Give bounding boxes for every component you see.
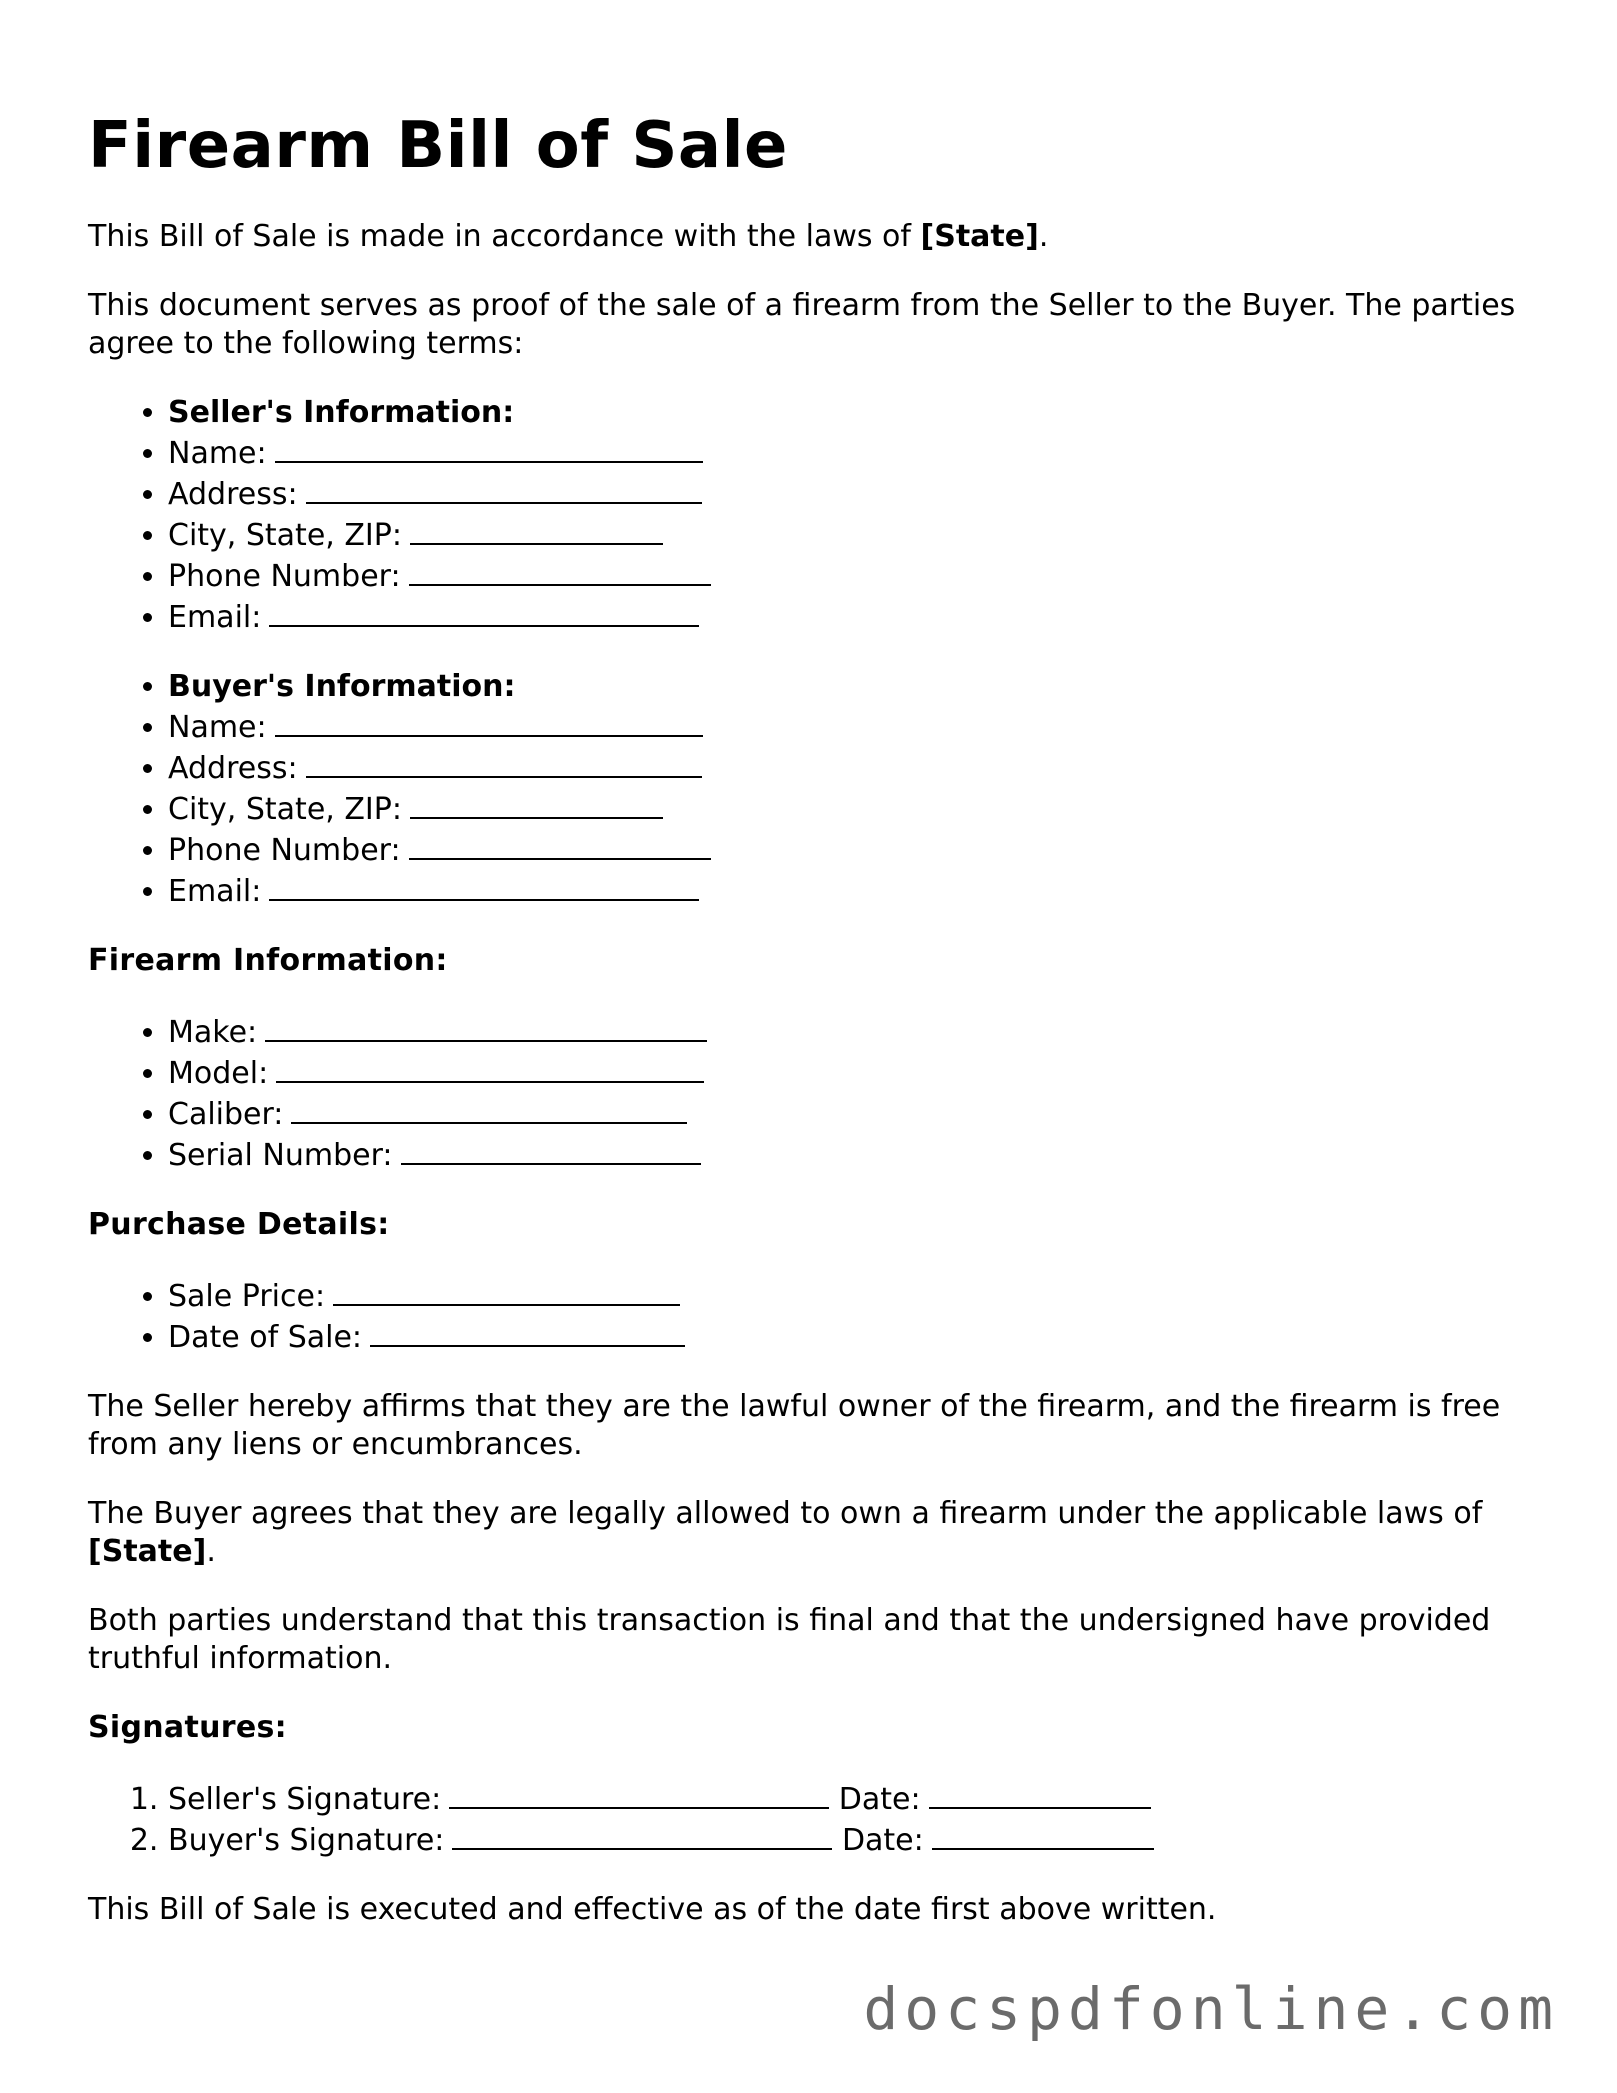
firearm-model-blank[interactable]	[276, 1052, 704, 1083]
seller-phone-item	[168, 555, 1528, 596]
seller-date-blank[interactable]	[929, 1778, 1151, 1809]
intro-text: This Bill of Sale is made in accordance with the laws of	[88, 219, 921, 254]
buyer-info-list	[88, 668, 1528, 911]
closing-paragraph: This Bill of Sale is executed and effective as of the date first above written.	[88, 1892, 1217, 1927]
field-label: Phone Number:	[168, 833, 401, 868]
buyer-name-item	[168, 706, 1528, 747]
seller-phone-blank[interactable]	[409, 555, 711, 586]
signature-label: Buyer's Signature:	[168, 1823, 445, 1858]
date-of-sale-item	[168, 1316, 1528, 1357]
signature-label: Seller's Signature:	[168, 1782, 442, 1817]
signatures-list	[88, 1778, 1528, 1860]
buyer-name-blank[interactable]	[275, 706, 703, 737]
firearm-info-list	[88, 1011, 1528, 1175]
field-label: Model:	[168, 1056, 269, 1091]
field-label: Sale Price:	[168, 1279, 326, 1314]
seller-signature-item	[168, 1778, 1528, 1819]
seller-address-blank[interactable]	[306, 473, 702, 504]
firearm-make-blank[interactable]	[265, 1011, 707, 1042]
buyer-address-item	[168, 747, 1528, 788]
seller-info-heading: • Seller's Information:	[168, 394, 1528, 432]
buyer-phone-item	[168, 829, 1528, 870]
buyer-signature-item	[168, 1819, 1528, 1860]
seller-address-item	[168, 473, 1528, 514]
purchase-details-list	[88, 1275, 1528, 1357]
firearm-caliber-item	[168, 1093, 1528, 1134]
state-placeholder: [State]	[920, 219, 1039, 254]
sale-price-item	[168, 1275, 1528, 1316]
buyer-city-state-zip-blank[interactable]	[410, 788, 663, 819]
buyer-phone-blank[interactable]	[409, 829, 711, 860]
intro-suffix: .	[1038, 219, 1049, 254]
field-label: City, State, ZIP:	[168, 792, 402, 827]
field-label: Address:	[168, 477, 298, 512]
firearm-caliber-blank[interactable]	[291, 1093, 687, 1124]
buyer-signature-blank[interactable]	[452, 1819, 832, 1850]
document-page	[88, 110, 1528, 1960]
seller-name-item	[168, 432, 1528, 473]
buyer-agreement-paragraph	[88, 1495, 1528, 1571]
watermark: docspdfonline.com	[863, 1975, 1559, 2043]
seller-email-item	[168, 596, 1528, 637]
final-statement-paragraph: Both parties understand that this transaction is final and that the undersigned have provided truthful information.	[88, 1603, 1491, 1676]
field-label: Phone Number:	[168, 559, 401, 594]
field-label: City, State, ZIP:	[168, 518, 402, 553]
buyer-city-state-zip-item	[168, 788, 1528, 829]
field-label: Name:	[168, 436, 267, 471]
seller-name-blank[interactable]	[275, 432, 703, 463]
field-label: Make:	[168, 1015, 258, 1050]
date-of-sale-blank[interactable]	[370, 1316, 685, 1347]
field-label: Email:	[168, 600, 262, 635]
firearm-info-heading: Firearm Information:	[88, 943, 448, 978]
firearm-make-item	[168, 1011, 1528, 1052]
buyer-date-blank[interactable]	[932, 1819, 1154, 1850]
field-label: Address:	[168, 751, 298, 786]
field-label: Date of Sale:	[168, 1320, 363, 1355]
intro-paragraph	[88, 218, 1528, 256]
field-label: Name:	[168, 710, 267, 745]
sale-price-blank[interactable]	[333, 1275, 680, 1306]
purpose-paragraph: This document serves as proof of the sale of a firearm from the Seller to the Buyer. The parties agree to the following terms:	[88, 288, 1516, 361]
seller-city-state-zip-item	[168, 514, 1528, 555]
state-placeholder: [State]	[88, 1534, 207, 1569]
seller-signature-blank[interactable]	[449, 1778, 829, 1809]
buyer-agreement-suffix: .	[206, 1534, 216, 1569]
firearm-model-item	[168, 1052, 1528, 1093]
buyer-info-heading: • Buyer's Information:	[168, 668, 1528, 706]
signatures-heading: Signatures:	[88, 1710, 287, 1745]
field-label: Serial Number:	[168, 1138, 393, 1173]
buyer-email-item	[168, 870, 1528, 911]
seller-affirmation-paragraph: The Seller hereby affirms that they are the lawful owner of the firearm, and the firearm is free from any liens or encumbrances.	[88, 1389, 1501, 1462]
field-label: Email:	[168, 874, 262, 909]
seller-info-list	[88, 394, 1528, 637]
seller-email-blank[interactable]	[269, 596, 699, 627]
buyer-address-blank[interactable]	[306, 747, 702, 778]
date-label: Date:	[838, 1782, 921, 1817]
firearm-serial-item	[168, 1134, 1528, 1175]
field-label: Caliber:	[168, 1097, 284, 1132]
date-label: Date:	[841, 1823, 924, 1858]
seller-city-state-zip-blank[interactable]	[410, 514, 663, 545]
document-title: Firearm Bill of Sale	[88, 109, 788, 183]
purchase-details-heading: Purchase Details:	[88, 1207, 390, 1242]
firearm-serial-blank[interactable]	[401, 1134, 701, 1165]
buyer-agreement-text: The Buyer agrees that they are legally allowed to own a firearm under the applicable laws of	[88, 1496, 1483, 1531]
buyer-email-blank[interactable]	[269, 870, 699, 901]
